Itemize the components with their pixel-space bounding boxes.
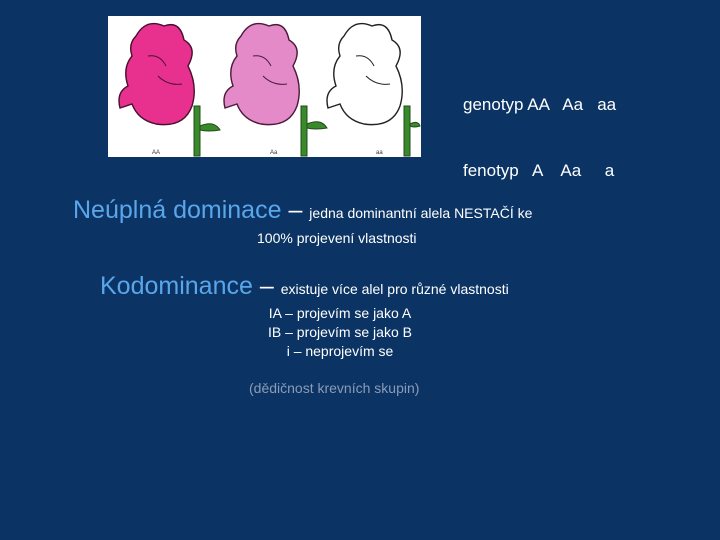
phenotype-line: fenotyp A Aa a	[463, 161, 615, 180]
allele-item: i – neprojevím se	[286, 343, 394, 359]
dash: –	[288, 196, 303, 224]
genotype-line: genotyp AA Aa aa	[463, 95, 617, 114]
incomplete-dominance-definition-cont: 100% projevení vlastnosti	[257, 230, 417, 246]
figure-label-aa: AA	[152, 150, 161, 156]
incomplete-dominance-heading	[73, 196, 532, 225]
codominance-term: Kodominance	[100, 272, 253, 300]
allele-item: IA – projevím se jako A	[268, 305, 412, 321]
codominance-definition: existuje více alel pro různé vlastnosti	[280, 281, 509, 297]
allele-list	[230, 304, 450, 361]
figure-label-aa-recessive: aa	[376, 150, 383, 156]
incomplete-dominance-definition: jedna dominantní alela NESTAČÍ ke	[309, 205, 533, 221]
allele-item: IB – projevím se jako B	[268, 324, 412, 340]
flower-petals	[119, 24, 194, 125]
flower-aa-recessive	[327, 24, 420, 156]
figure-label-aa-hetero: Aa	[270, 150, 278, 156]
codominance-heading	[100, 272, 509, 301]
snapdragon-flowers-image	[108, 16, 421, 157]
incomplete-dominance-term: Neúplná dominace	[73, 196, 282, 224]
dash: –	[259, 272, 274, 300]
flower-aa-hetero	[224, 24, 327, 156]
blood-groups-note: (dědičnost krevních skupin)	[249, 380, 420, 396]
flower-aa-dominant	[119, 24, 220, 156]
